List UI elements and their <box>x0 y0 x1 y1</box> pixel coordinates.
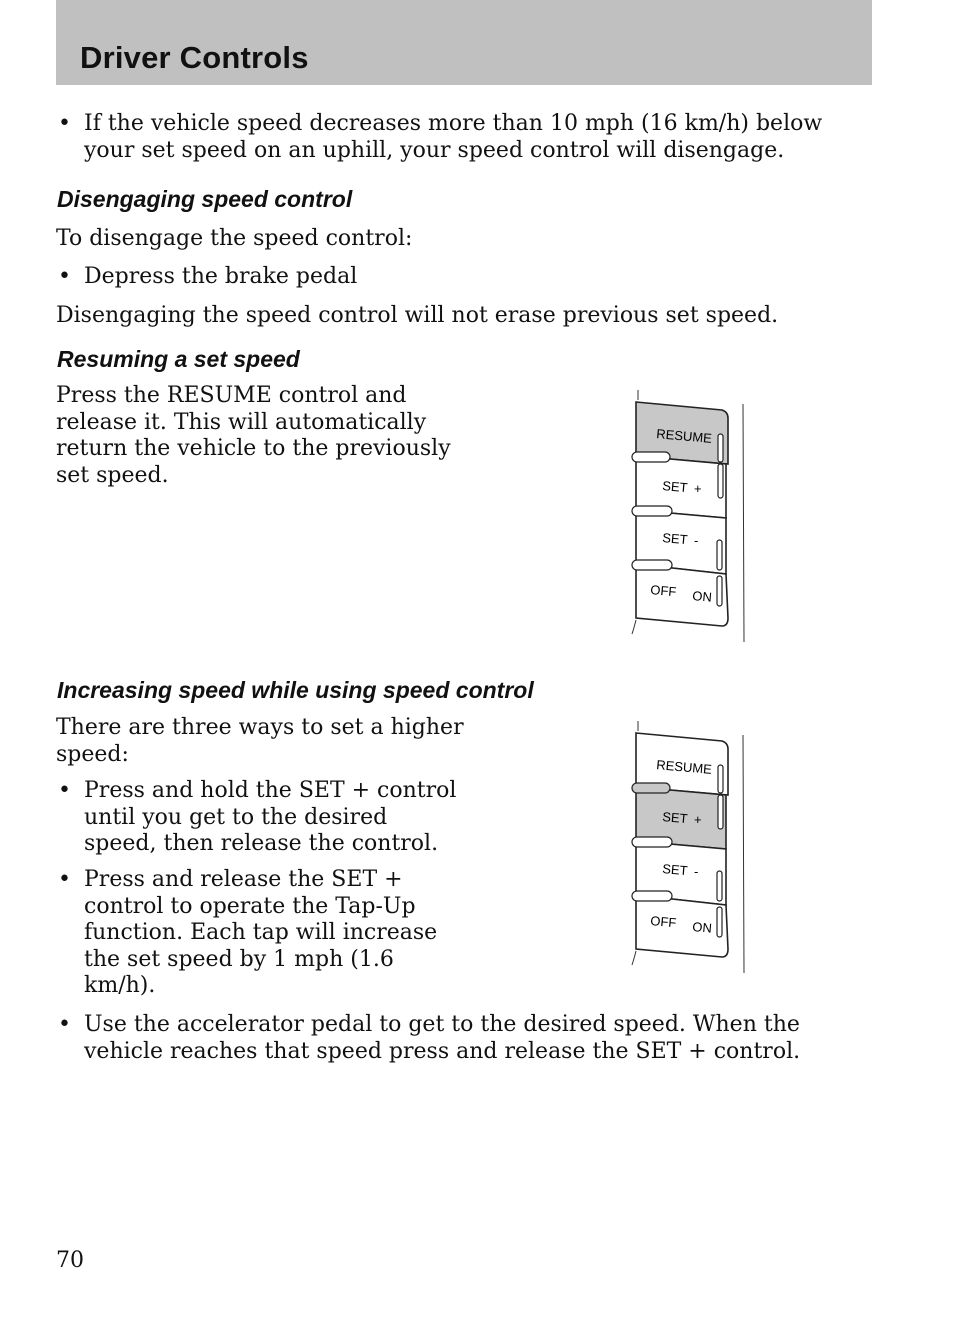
resume-paragraph <box>56 383 451 489</box>
text-line: the set speed by 1 mph (1.6 <box>84 946 394 972</box>
heading-resuming: Resuming a set speed <box>57 346 300 372</box>
increase-intro <box>56 715 464 768</box>
disengage-intro: To disengage the speed control: <box>56 226 413 251</box>
speed-control-figure-resume <box>626 388 750 646</box>
speed-control-figure-set-plus <box>626 719 750 977</box>
text-line: Press and hold the SET + control <box>84 778 457 803</box>
text-line: speed: <box>56 741 129 767</box>
text-line: function. Each tap will increase <box>84 920 438 945</box>
bullet-dot: • <box>58 778 71 803</box>
increase-bullet-2 <box>84 867 437 1000</box>
minus-sign: - <box>694 864 699 879</box>
off-label: OFF <box>649 913 677 931</box>
text-line: Press the RESUME control and <box>56 383 407 408</box>
text-line: return the vehicle to the previously <box>56 436 451 461</box>
text-line: control to operate the Tap-Up <box>84 893 416 919</box>
disengage-note: Disengaging the speed control will not erase previous set speed. <box>56 303 779 328</box>
bullet-dot: • <box>58 867 71 892</box>
set-plus-label: SET <box>661 478 689 496</box>
text-line: km/h). <box>84 973 156 998</box>
set-minus-label: SET <box>661 861 689 879</box>
minus-sign: - <box>694 533 699 548</box>
text-line: until you get to the desired <box>84 804 388 830</box>
page-number: 70 <box>56 1248 84 1273</box>
disengage-bullet: Depress the brake pedal <box>84 264 358 289</box>
text-line: set speed. <box>56 462 169 488</box>
text-line: your set speed on an uphill, your speed control will disengage. <box>84 137 785 163</box>
text-line: Use the accelerator pedal to get to the desired speed. When the <box>84 1012 800 1037</box>
plus-sign: + <box>694 812 702 827</box>
set-plus-label: SET <box>661 809 689 827</box>
off-label: OFF <box>649 582 677 600</box>
text-line: speed, then release the control. <box>84 831 439 856</box>
increase-bullet-3 <box>84 1012 800 1065</box>
text-line: If the vehicle speed decreases more than 10 mph (16 km/h) below <box>84 111 823 136</box>
text-line: release it. This will automatically <box>56 409 427 435</box>
heading-disengaging: Disengaging speed control <box>57 186 353 212</box>
increase-bullet-1 <box>84 778 456 858</box>
heading-increasing: Increasing speed while using speed control <box>57 677 534 703</box>
resume-label: RESUME <box>655 757 713 777</box>
intro-bullet-text <box>84 111 822 164</box>
plus-sign: + <box>694 481 702 496</box>
text-line: vehicle reaches that speed press and release the SET + control. <box>84 1038 801 1064</box>
text-line: There are three ways to set a higher <box>56 715 464 740</box>
resume-label: RESUME <box>655 426 713 446</box>
on-label: ON <box>691 588 713 605</box>
set-minus-label: SET <box>661 530 689 548</box>
bullet-dot: • <box>58 111 71 136</box>
text-line: Press and release the SET + <box>84 867 403 892</box>
header-bar <box>56 0 872 85</box>
bullet-dot: • <box>58 1012 71 1037</box>
on-label: ON <box>691 919 713 936</box>
page-title: Driver Controls <box>80 40 309 75</box>
bullet-dot: • <box>58 264 71 289</box>
